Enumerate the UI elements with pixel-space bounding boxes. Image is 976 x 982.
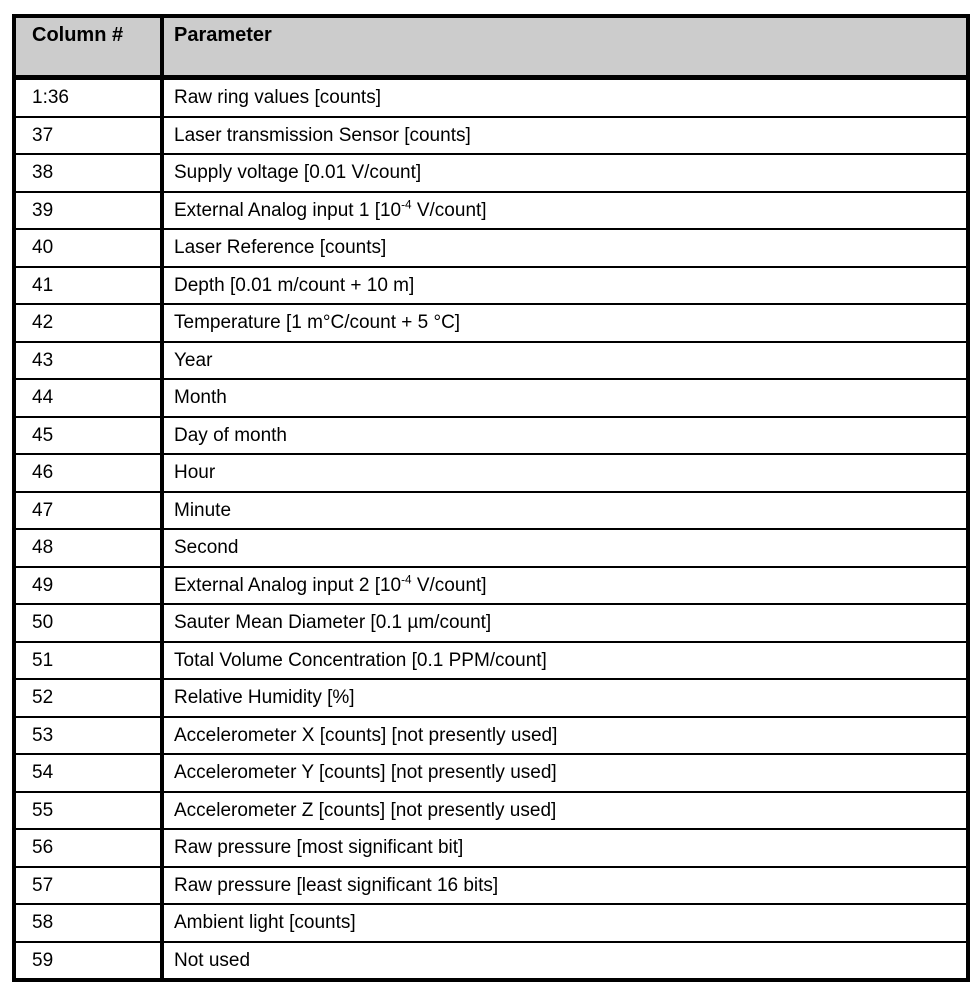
parameter-cell: Year xyxy=(162,342,968,380)
column-number-cell: 52 xyxy=(14,679,162,717)
column-number-cell: 44 xyxy=(14,379,162,417)
table-row xyxy=(14,717,968,755)
table-row xyxy=(14,492,968,530)
table-row xyxy=(14,792,968,830)
header-column-number: Column # xyxy=(14,16,162,78)
table-body xyxy=(14,78,968,981)
column-number-cell: 41 xyxy=(14,267,162,305)
parameter-table xyxy=(12,14,970,982)
column-number-cell: 47 xyxy=(14,492,162,530)
parameter-cell: External Analog input 1 [$10^{-4}$ V/count] xyxy=(162,192,968,230)
table-row xyxy=(14,117,968,155)
superscript-exponent: -4 xyxy=(401,573,412,587)
parameter-cell: Laser transmission Sensor [counts] xyxy=(162,117,968,155)
column-number-cell: 51 xyxy=(14,642,162,680)
column-number-cell: 46 xyxy=(14,454,162,492)
parameter-cell: Month xyxy=(162,379,968,417)
column-number-cell: 39 xyxy=(14,192,162,230)
table-row xyxy=(14,679,968,717)
table-row xyxy=(14,829,968,867)
parameter-cell: Minute xyxy=(162,492,968,530)
superscript-exponent: -4 xyxy=(401,198,412,212)
parameter-cell: Day of month xyxy=(162,417,968,455)
table-row xyxy=(14,78,968,117)
column-number-cell: 37 xyxy=(14,117,162,155)
column-number-cell: 48 xyxy=(14,529,162,567)
table-row xyxy=(14,942,968,981)
parameter-cell: Relative Humidity [%] xyxy=(162,679,968,717)
table-row xyxy=(14,304,968,342)
table-row xyxy=(14,867,968,905)
header-row xyxy=(14,16,968,78)
table-row xyxy=(14,229,968,267)
table-row xyxy=(14,192,968,230)
column-number-cell: 43 xyxy=(14,342,162,380)
parameter-cell: Accelerometer X [counts] [not presently used] xyxy=(162,717,968,755)
header-parameter: Parameter xyxy=(162,16,968,78)
table-row xyxy=(14,567,968,605)
parameter-cell: Second xyxy=(162,529,968,567)
parameter-cell: Laser Reference [counts] xyxy=(162,229,968,267)
table-row xyxy=(14,604,968,642)
column-number-cell: 56 xyxy=(14,829,162,867)
table-row xyxy=(14,754,968,792)
table-row xyxy=(14,642,968,680)
column-number-cell: 55 xyxy=(14,792,162,830)
column-number-cell: 50 xyxy=(14,604,162,642)
column-number-cell: 54 xyxy=(14,754,162,792)
parameter-cell: Sauter Mean Diameter [0.1 µm/count] xyxy=(162,604,968,642)
parameter-cell: Hour xyxy=(162,454,968,492)
column-number-cell: 49 xyxy=(14,567,162,605)
column-number-cell: 58 xyxy=(14,904,162,942)
parameter-cell: Total Volume Concentration [0.1 PPM/count] xyxy=(162,642,968,680)
table-row xyxy=(14,904,968,942)
parameter-cell: Raw pressure [least significant 16 bits] xyxy=(162,867,968,905)
column-number-cell: 53 xyxy=(14,717,162,755)
column-number-cell: 59 xyxy=(14,942,162,981)
table-row xyxy=(14,267,968,305)
column-number-cell: 40 xyxy=(14,229,162,267)
column-number-cell: 38 xyxy=(14,154,162,192)
parameter-cell: Raw ring values [counts] xyxy=(162,78,968,117)
parameter-cell: Raw pressure [most significant bit] xyxy=(162,829,968,867)
parameter-cell: External Analog input 2 [$10^{-4}$ V/count] xyxy=(162,567,968,605)
column-number-cell: 1:36 xyxy=(14,78,162,117)
table-row xyxy=(14,379,968,417)
parameter-cell: Depth [0.01 m/count + 10 m] xyxy=(162,267,968,305)
column-number-cell: 42 xyxy=(14,304,162,342)
column-number-cell: 45 xyxy=(14,417,162,455)
parameter-cell: Temperature [1 m°C/count + 5 °C] xyxy=(162,304,968,342)
table-row xyxy=(14,154,968,192)
parameter-cell: Accelerometer Z [counts] [not presently used] xyxy=(162,792,968,830)
table-row xyxy=(14,454,968,492)
column-number-cell: 57 xyxy=(14,867,162,905)
parameter-cell: Supply voltage [0.01 V/count] xyxy=(162,154,968,192)
parameter-cell: Not used xyxy=(162,942,968,981)
table-row xyxy=(14,529,968,567)
table-row xyxy=(14,342,968,380)
parameter-cell: Accelerometer Y [counts] [not presently used] xyxy=(162,754,968,792)
table-row xyxy=(14,417,968,455)
parameter-cell: Ambient light [counts] xyxy=(162,904,968,942)
